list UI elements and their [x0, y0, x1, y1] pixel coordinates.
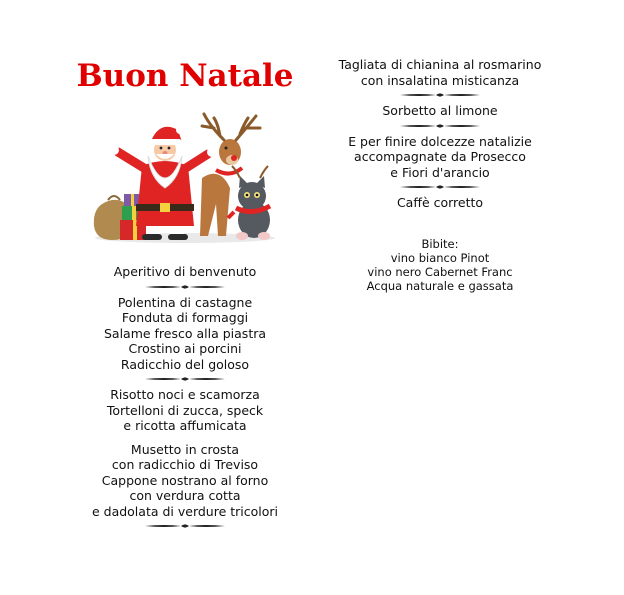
menu-right-column	[315, 57, 565, 211]
ornament-divider-icon	[145, 523, 225, 529]
menu-item-secondo: con insalatina misticanza	[360, 72, 520, 88]
beverages-section	[315, 237, 565, 293]
menu-item-secondo: e dadolata di verdure tricolori	[91, 503, 279, 519]
ornament-divider-icon	[145, 376, 225, 382]
ornament-divider	[60, 280, 310, 295]
menu-item-primo: Risotto noci e scamorza	[110, 387, 260, 402]
menu-item-antipasto: Crostino ai porcini	[128, 341, 242, 356]
santa-reindeer-cat-illustration	[90, 108, 280, 244]
beverages-heading: Bibite:	[421, 237, 459, 251]
ornament-divider-icon	[400, 92, 480, 98]
menu-item-secondo: Cappone nostrano al forno	[101, 472, 269, 488]
menu-item-secondo: con radicchio di Treviso	[111, 457, 259, 472]
menu-item-secondo: Musetto in crosta	[130, 441, 240, 457]
menu-item-sorbetto: Sorbetto al limone	[382, 103, 498, 118]
ornament-divider-icon	[400, 184, 480, 190]
menu-item-antipasto: Radicchio del goloso	[120, 356, 250, 372]
menu-item-caffe: Caffè corretto	[396, 195, 484, 210]
menu-item-dolce: accompagnate da Prosecco	[354, 149, 526, 164]
menu-item-antipasto: Fonduta di formaggi	[121, 310, 249, 325]
menu-item-primo: Tortelloni di zucca, speck	[106, 402, 264, 418]
menu-left-column	[60, 264, 310, 534]
page-title: Buon Natale	[76, 58, 294, 94]
menu-item-dolce: E per finire dolcezze natalizie	[348, 133, 532, 149]
menu-item-aperitivo: Aperitivo di benvenuto	[113, 264, 257, 279]
ornament-divider	[315, 180, 565, 195]
ornament-divider-icon	[145, 284, 225, 290]
beverage-item: Acqua naturale e gassata	[366, 279, 514, 293]
menu-item-secondo: Tagliata di chianina al rosmarino	[338, 57, 542, 72]
menu-item-secondo: con verdura cotta	[129, 488, 241, 503]
menu-item-antipasto: Polentina di castagne	[117, 294, 253, 310]
menu-item-dolce: e Fiori d'arancio	[390, 164, 490, 180]
ornament-divider	[315, 88, 565, 103]
ornament-divider	[60, 519, 310, 534]
ornament-divider	[60, 372, 310, 387]
menu-item-primo: e ricotta affumicata	[123, 418, 247, 433]
beverage-item: vino bianco Pinot	[390, 251, 490, 265]
ornament-divider-icon	[400, 123, 480, 129]
menu-item-antipasto: Salame fresco alla piastra	[103, 325, 267, 341]
beverage-item: vino nero Cabernet Franc	[367, 265, 513, 279]
ornament-divider	[315, 119, 565, 134]
